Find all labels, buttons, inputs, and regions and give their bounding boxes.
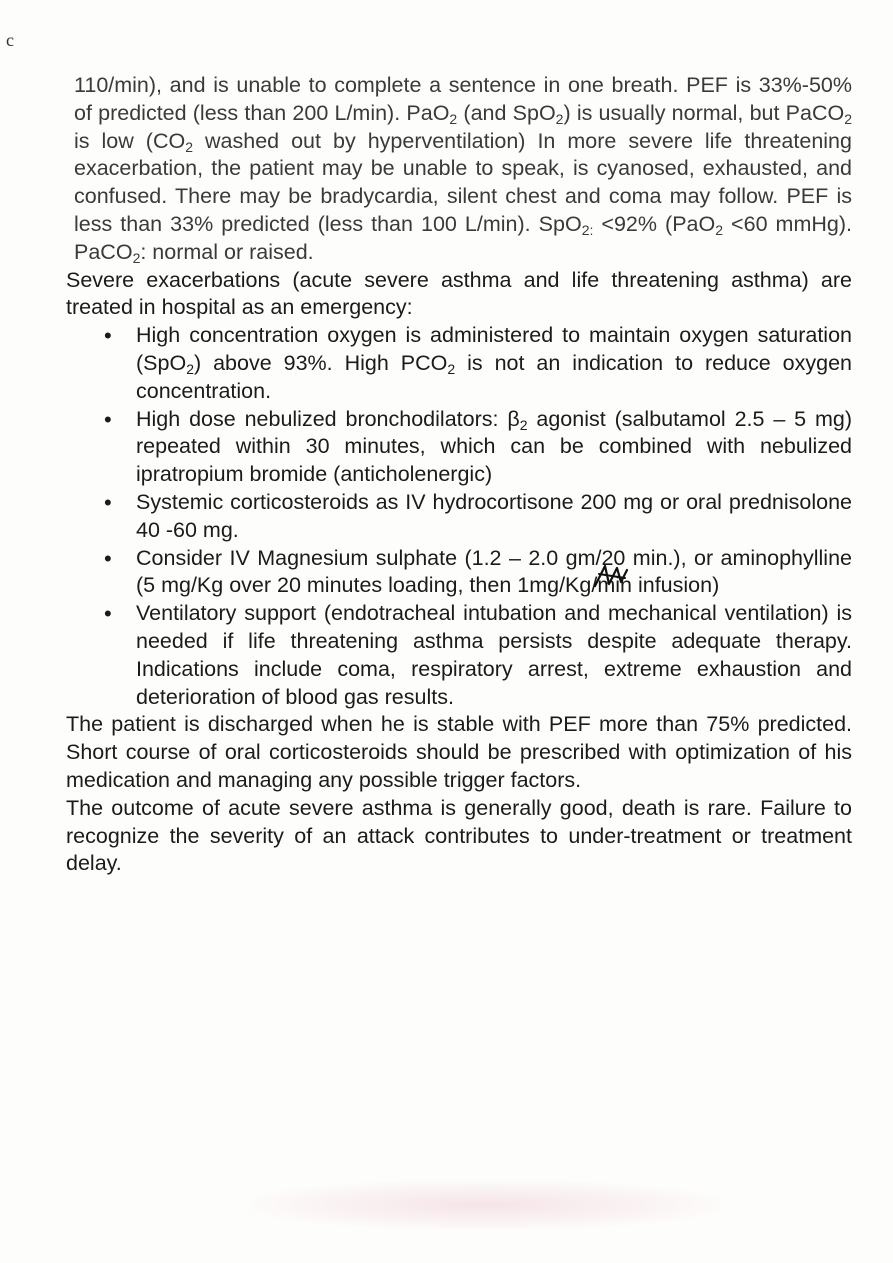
- paragraph-outcome: The outcome of acute severe asthma is generally good, death is rare. Failure to recognize the severity of an attack contributes to under-treatment or treatment delay.: [66, 795, 852, 876]
- treatment-bullet-list: [66, 322, 852, 711]
- bullet-bronchodilators: • High dose nebulized bronchodilators: $\beta_2$ agonist (salbutamol 2.5 – 5 mg) repeated within 30 minutes, which can be combined with nebulized ipratropium bromide (anticholenergic): [136, 406, 852, 489]
- document-page: [66, 72, 852, 878]
- handwritten-scribble: min: [597, 572, 632, 600]
- bullet-magnesium-aminophylline: • Consider IV Magnesium sulphate (1.2 – 2.0 gm/20 min.), or aminophylline (5 mg/Kg over 20 minutes loading, then 1mg/Kg/min infusion): [136, 545, 852, 601]
- paragraph-severe-exacerbations: Severe exacerbations (acute severe asthma and life threatening asthma) are treated in hospital as an emergency:: [66, 267, 852, 320]
- bullet-ventilatory-support: • Ventilatory support (endotracheal intubation and mechanical ventilation) is needed if life threatening asthma persists despite adequate therapy. Indications include coma, respiratory arrest, extreme exhaustion and deterioration of blood gas results.: [136, 600, 852, 711]
- paragraph-severity-description: 110/min), and is unable to complete a sentence in one breath. PEF is 33%-50% of predicted (less than 200 L/min). PaO$_2$ (and SpO$_2$) is usually normal, but PaCO$_2$ is low ($CO_2$ washed out by hyperventilation) In more severe life threatening exacerbation, the patient may be unable to speak, is cyanosed, exhausted, and confused. There may be bradycardia, silent chest and coma may follow. PEF is less than 33% predicted (less than 100 L/min). SpO$_{2:}$ <92% (PaO$_2$ <60 mmHg). PaCO$_2$: normal or raised.: [74, 73, 853, 266]
- paragraph-discharge: The patient is discharged when he is stable with PEF more than 75% predicted. Short course of oral corticosteroids should be prescribed with optimization of his medication and managing any possible trigger factors.: [66, 712, 852, 792]
- bullet-oxygen: • High concentration oxygen is administered to maintain oxygen saturation (SpO$_2$) above 93%. High $PCO_2$ is not an indication to reduce oxygen concentration.: [136, 322, 852, 405]
- corner-mark: c: [6, 30, 14, 50]
- bullet-corticosteroids: • Systemic corticosteroids as IV hydrocortisone 200 mg or oral prednisolone 40 -60 mg.: [136, 489, 852, 545]
- pink-smudge: [250, 1180, 720, 1230]
